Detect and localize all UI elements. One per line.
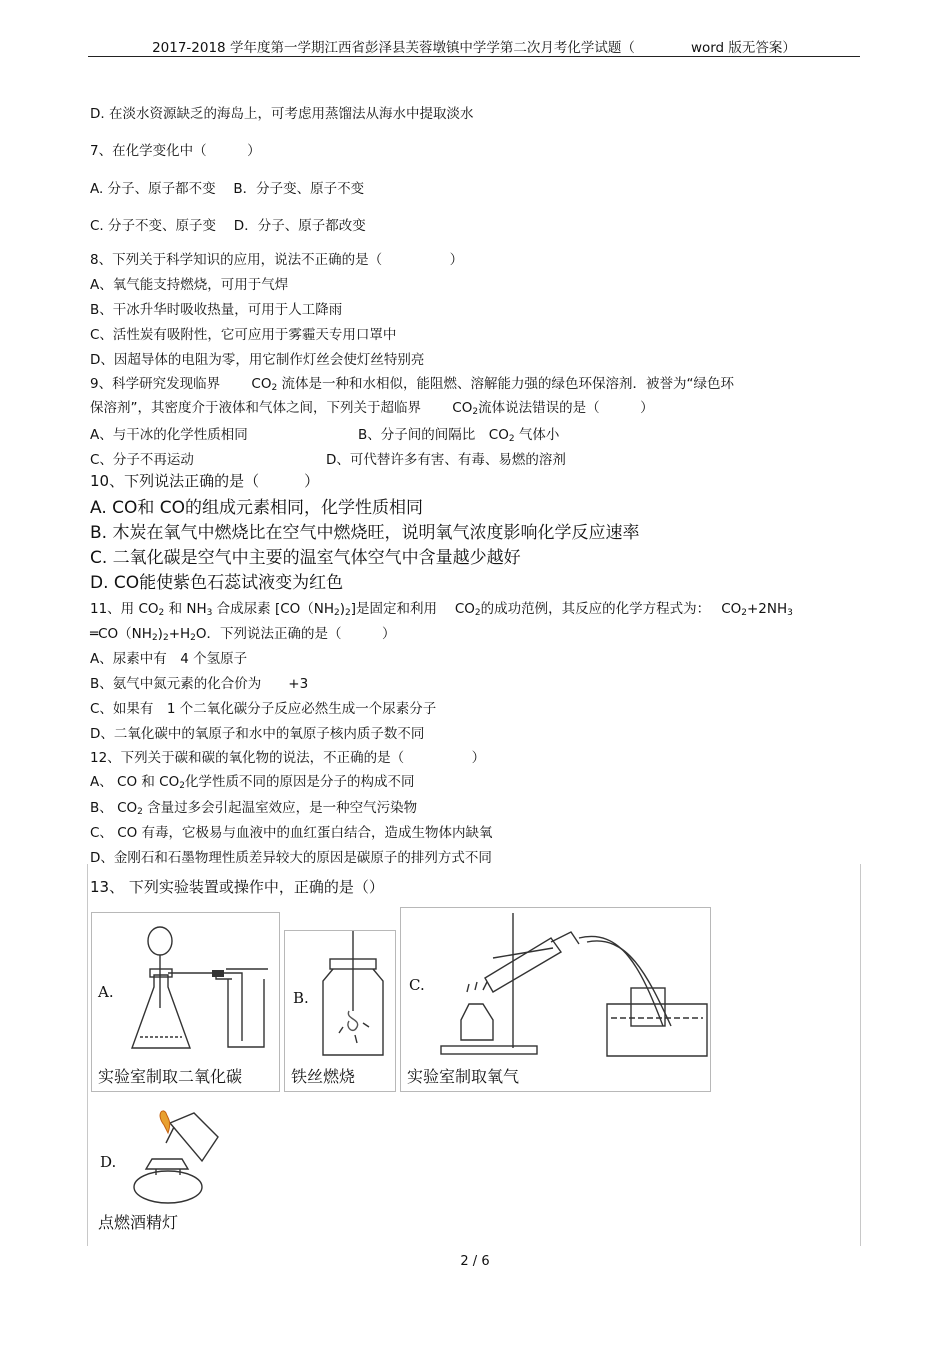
q10-option-b: B. 木炭在氧气中燃烧比在空气中燃烧旺，说明氧气浓度影响化学反应速率 <box>90 523 640 543</box>
q9-stem-line2: 保溶剂”，其密度介于液体和气体之间，下列关于超临界 $CO_2$流体说法错误的是（ ） <box>90 400 654 417</box>
figure-b-letter: B. <box>293 989 309 1007</box>
figure-c <box>400 907 711 1092</box>
q13-stem: 13、 下列实验装置或操作中，正确的是（） <box>90 878 384 896</box>
co2-apparatus-illustration <box>92 913 279 1063</box>
q12-option-d: D、金刚石和石墨物理性质差异较大的原因是碳原子的排列方式不同 <box>90 850 492 866</box>
q10-stem: 10、下列说法正确的是（ ） <box>90 472 320 490</box>
figure-b <box>284 930 396 1092</box>
q11-option-a: A、尿素中有 4 个氢原子 <box>90 651 248 667</box>
q11-option-c: C、如果有 1 个二氧化碳分子反应必然生成一个尿素分子 <box>90 701 437 717</box>
page-number: 2 / 6 <box>460 1254 490 1269</box>
q9-option-c: C、分子不再运动 <box>90 452 194 468</box>
alcohol-lamp-illustration <box>92 1107 227 1212</box>
oxygen-apparatus-illustration <box>401 908 710 1063</box>
figure-c-caption: 实验室制取氧气 <box>407 1067 520 1086</box>
q11-option-d: D、二氧化碳中的氧原子和水中的氧原子核内质子数不同 <box>90 726 425 742</box>
q10-option-a: A. CO和 CO的组成元素相同，化学性质相同 <box>90 498 424 518</box>
q7-stem: 7、在化学变化中（ ） <box>90 143 261 159</box>
q6-option-d: D. 在淡水资源缺乏的海岛上，可考虑用蒸馏法从海水中提取淡水 <box>90 106 474 122</box>
q8-option-b: B、干冰升华时吸收热量，可用于人工降雨 <box>90 302 343 318</box>
figure-d <box>91 1106 228 1238</box>
q8-option-a: A、氧气能支持燃烧，可用于气焊 <box>90 277 289 293</box>
q8-stem: 8、下列关于科学知识的应用，说法不正确的是（ ） <box>90 252 464 268</box>
q9-option-d: D、可代替许多有害、有毒、易燃的溶剂 <box>326 452 566 468</box>
q7-options-cd: C. 分子不变、原子变 D．分子、原子都改变 <box>90 218 366 234</box>
q12-option-a: A、 CO 和 $CO_2$化学性质不同的原因是分子的构成不同 <box>90 774 415 791</box>
figure-a-caption: 实验室制取二氧化碳 <box>98 1067 243 1086</box>
q10-option-c: C. 二氧化碳是空气中主要的温室气体空气中含量越少越好 <box>90 548 521 568</box>
q9-option-a: A、与干冰的化学性质相同 <box>90 427 248 443</box>
iron-wire-illustration <box>285 931 395 1061</box>
q11-stem-line1: 11、用 $CO_2$ 和 $NH_3$ 合成尿素 $[CO(NH_2)_2]$是固定和利用 $CO_2$的成功范例，其反应的化学方程式为： $CO_2+2NH_3$ <box>90 601 793 618</box>
header-note: word 版无答案） <box>690 40 796 56</box>
q12-option-c: C、 CO 有毒，它极易与血液中的血红蛋白结合，造成生物体内缺氧 <box>90 825 493 841</box>
figure-a <box>91 912 280 1092</box>
region-border-left <box>87 864 88 1246</box>
figure-c-letter: C. <box>409 976 425 994</box>
q11-option-b: B、氨气中氮元素的化合价为 +3 <box>90 676 309 692</box>
q11-stem-line2: $═CO(NH_2)_2+H_2O$．下列说法正确的是（ ） <box>90 626 396 643</box>
q12-option-b: B、 $CO_2$ 含量过多会引起温室效应，是一种空气污染物 <box>90 800 418 817</box>
figure-b-caption: 铁丝燃烧 <box>291 1067 356 1086</box>
q12-stem: 12、下列关于碳和碳的氧化物的说法，不正确的是（ ） <box>90 750 486 766</box>
region-border-right <box>860 864 861 1246</box>
figure-d-caption: 点燃酒精灯 <box>98 1213 179 1232</box>
q8-option-c: C、活性炭有吸附性，它可应用于雾霾天专用口罩中 <box>90 327 397 343</box>
header-title: 2017-2018 学年度第一学期江西省彭泽县芙蓉墩镇中学学第二次月考化学试题（ <box>152 40 635 56</box>
figure-a-letter: A. <box>98 983 114 1001</box>
figure-d-letter: D. <box>100 1153 117 1171</box>
q9-stem-line1: 9、科学研究发现临界 $CO_2$ 流体是一种和水相似，能阻燃、溶解能力强的绿色环保溶剂．被誉为“绿色环 <box>90 376 734 393</box>
q9-option-b: B、分子间的间隔比 $CO_2$ 气体小 <box>358 427 560 444</box>
page-header <box>88 36 860 57</box>
q10-option-d: D. CO能使紫色石蕊试液变为红色 <box>90 573 344 593</box>
q8-option-d: D、因超导体的电阻为零，用它制作灯丝会使灯丝特别亮 <box>90 352 425 368</box>
q7-options-ab: A. 分子、原子都不变 B．分子变、原子不变 <box>90 181 365 197</box>
